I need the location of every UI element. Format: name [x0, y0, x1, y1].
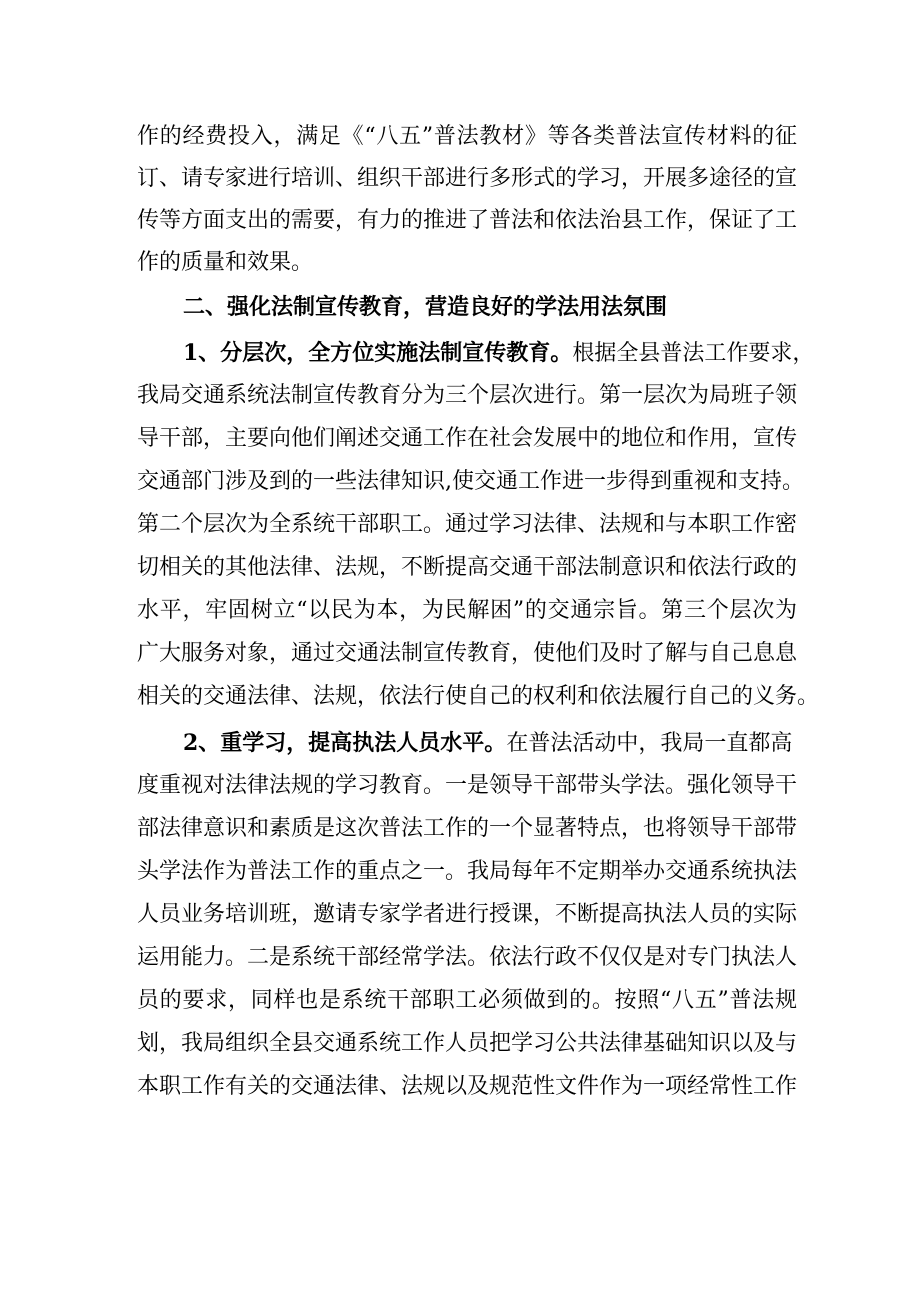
subheading-2: 2、重学习，提高执法人员水平。 [183, 730, 507, 756]
section-heading: 二、强化法制宣传教育，营造良好的学法用法氛围 [183, 294, 668, 320]
paragraph-start-1: 根据全县普法工作要求， [572, 341, 815, 366]
subheading-1: 1、分层次，全方位实施法制宣传教育。 [183, 340, 573, 366]
text-line-20: 员的要求，同样也是系统干部职工必须做到的。按照“八五”普法规 [137, 988, 797, 1013]
text-line-10: 切相关的其他法律、法规，不断提高交通干部法制意识和依法行政的 [137, 555, 798, 580]
text-line-15: 度重视对法律法规的学习教育。一是领导干部带头学法。强化领导干 [137, 773, 798, 798]
text-line-6: 我局交通系统法制宣传教育分为三个层次进行。第一层次为局班子领 [137, 383, 798, 408]
text-line-19: 运用能力。二是系统干部经常学法。依法行政不仅仅是对专门执法人 [137, 945, 798, 970]
text-line-7: 导干部，主要向他们阐述交通工作在社会发展中的地位和作用，宣传 [137, 426, 798, 451]
text-line-4: 作的质量和效果。 [137, 250, 314, 275]
text-line-2: 订、请专家进行培训、组织干部进行多形式的学习，开展多途径的宣 [137, 166, 798, 191]
paragraph-start-2: 在普法活动中，我局一直都高 [506, 731, 793, 756]
text-line-9: 第二个层次为全系统干部职工。通过学习法律、法规和与本职工作密 [137, 512, 798, 537]
subsection-line-1 [183, 333, 815, 373]
text-line-22: 本职工作有关的交通法律、法规以及规范性文件作为一项经常性工作 [137, 1074, 798, 1099]
text-line-11: 水平，牢固树立“以民为本，为民解困”的交通宗旨。第三个层次为 [137, 598, 797, 623]
text-line-8: 交通部门涉及到的一些法律知识,使交通工作进一步得到重视和支持。 [137, 469, 804, 494]
text-line-3: 传等方面支出的需要，有力的推进了普法和依法治县工作，保证了工 [137, 208, 798, 233]
text-line-16: 部法律意识和素质是这次普法工作的一个显著特点，也将领导干部带 [137, 816, 798, 841]
text-line-21: 划，我局组织全县交通系统工作人员把学习公共法律基础知识以及与 [137, 1031, 798, 1056]
text-line-17: 头学法作为普法工作的重点之一。我局每年不定期举办交通系统执法 [137, 859, 798, 884]
text-line-13: 相关的交通法律、法规，依法行使自己的权利和依法履行自己的义务。 [137, 684, 820, 709]
text-line-12: 广大服务对象，通过交通法制宣传教育，使他们及时了解与自己息息 [137, 641, 798, 666]
text-line-1: 作的经费投入，满足《“八五”普法教材》等各类普法宣传材料的征 [137, 124, 797, 149]
subsection-line-2 [183, 723, 797, 763]
text-line-18: 人员业务培训班，邀请专家学者进行授课，不断提高执法人员的实际 [137, 902, 798, 927]
